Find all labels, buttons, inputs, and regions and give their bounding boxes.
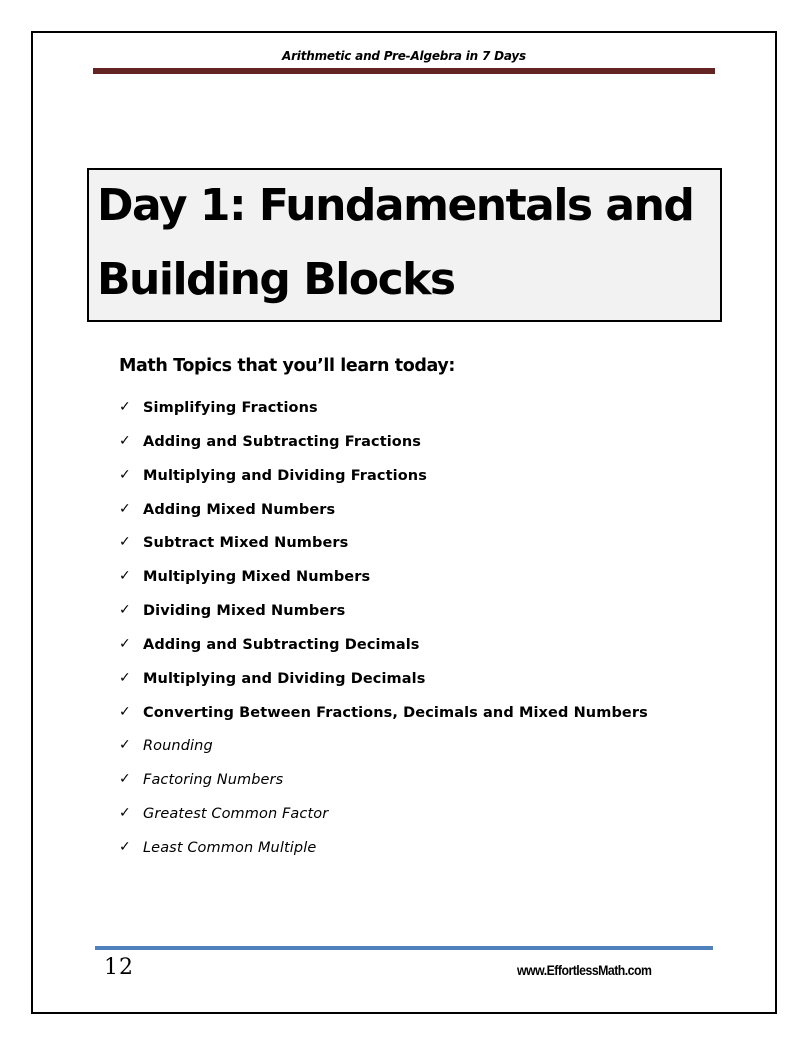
topic-item [119, 397, 648, 431]
checkmark-icon: ✓ [119, 838, 131, 855]
topic-item [119, 702, 648, 736]
topic-item [119, 600, 648, 634]
topic-label: Multiplying and Dividing Fractions [143, 467, 427, 484]
checkmark-icon: ✓ [119, 432, 131, 449]
topic-item [119, 769, 648, 803]
footer-rule [95, 946, 713, 950]
checkmark-icon: ✓ [119, 635, 131, 652]
topic-label: Dividing Mixed Numbers [143, 603, 346, 620]
topic-label: Adding Mixed Numbers [143, 501, 336, 518]
running-header: Arithmetic and Pre-Algebra in 7 Days [282, 49, 526, 63]
topic-label: Subtract Mixed Numbers [143, 535, 349, 552]
topic-item [119, 803, 648, 837]
topic-label: Multiplying and Dividing Decimals [143, 670, 426, 687]
topic-label: Greatest Common Factor [143, 806, 329, 823]
topic-list [119, 397, 648, 871]
checkmark-icon: ✓ [119, 805, 131, 822]
checkmark-icon: ✓ [119, 669, 131, 686]
chapter-title-box [87, 168, 722, 322]
checkmark-icon: ✓ [119, 568, 131, 585]
chapter-title-line-1: Day 1: Fundamentals and [97, 180, 694, 231]
topic-item [119, 735, 648, 769]
topics-heading: Math Topics that you’ll learn today: [119, 356, 455, 376]
topic-label: Adding and Subtracting Fractions [143, 433, 422, 450]
topic-label: Adding and Subtracting Decimals [143, 636, 420, 653]
checkmark-icon: ✓ [119, 602, 131, 619]
checkmark-icon: ✓ [119, 771, 131, 788]
topic-item [119, 634, 648, 668]
topic-label: Rounding [143, 738, 213, 755]
topic-item [119, 837, 648, 871]
topic-item [119, 668, 648, 702]
topic-label: Simplifying Fractions [143, 400, 318, 416]
topic-item [119, 499, 648, 533]
topic-label: Converting Between Fractions, Decimals and Mixed Numbers [143, 704, 648, 721]
checkmark-icon: ✓ [119, 500, 131, 517]
checkmark-icon: ✓ [119, 737, 131, 754]
checkmark-icon: ✓ [119, 466, 131, 483]
topic-item [119, 566, 648, 600]
checkmark-icon: ✓ [119, 399, 131, 415]
topic-label: Multiplying Mixed Numbers [143, 569, 371, 586]
page-number: 12 [104, 955, 134, 980]
topic-item [119, 465, 648, 499]
checkmark-icon: ✓ [119, 703, 131, 720]
topic-item [119, 431, 648, 465]
footer-website: www.EffortlessMath.com [517, 962, 652, 978]
checkmark-icon: ✓ [119, 534, 131, 551]
header-rule [93, 68, 715, 74]
topic-label: Least Common Multiple [143, 839, 317, 856]
chapter-title-line-2: Building Blocks [97, 254, 455, 305]
topic-label: Factoring Numbers [143, 772, 284, 789]
topic-item [119, 532, 648, 566]
